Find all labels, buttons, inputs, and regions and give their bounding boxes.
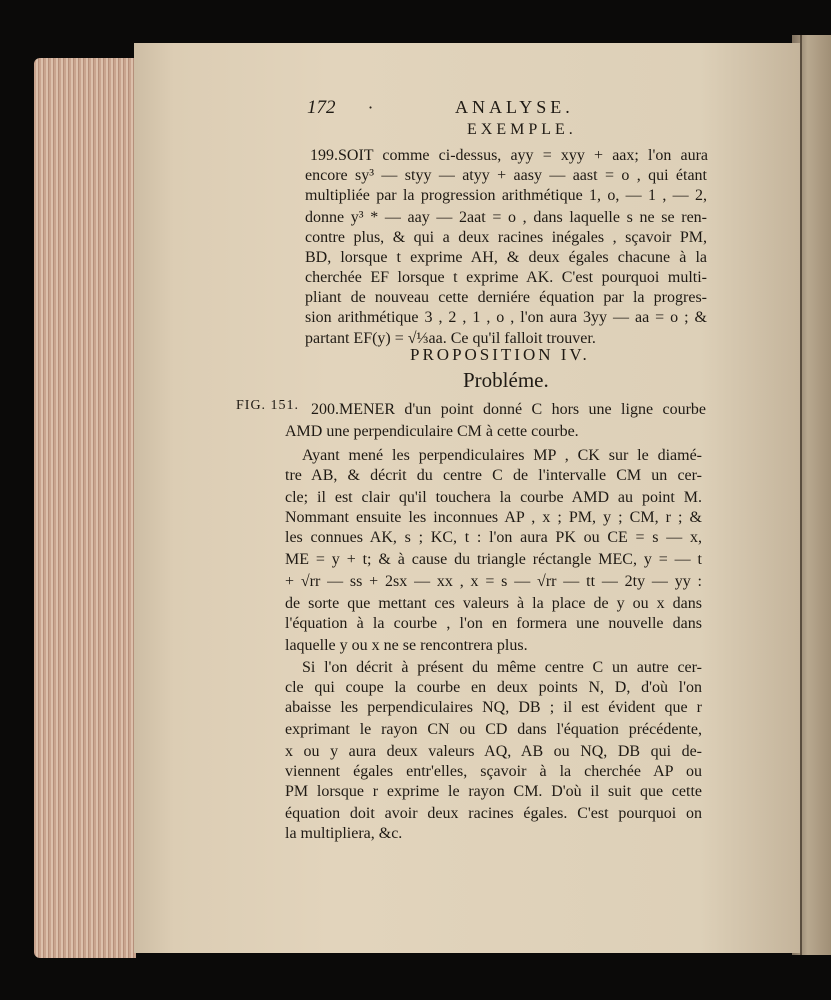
section-200-line: PM lorsque r exprime le rayon CM. D'où il suit que cette (285, 783, 702, 800)
section-199-line: sion arithmétique 3 , 2 , 1 , o , l'on aura 3yy — aa = o ; & (305, 309, 707, 326)
bleed-through-mark: · (368, 98, 374, 117)
page-edges-stack (34, 58, 136, 958)
running-head: ANALYSE. (455, 97, 574, 117)
section-200-line: l'équation à la courbe , l'on en formera une nouvelle dans (285, 615, 702, 632)
section-199-line: donne y³ * — aay — 2aat = o , dans laquelle s ne se ren- (305, 209, 707, 226)
section-200-line: de sorte que mettant ces valeurs à la place de y ou x dans (285, 595, 702, 612)
section-200-line: abaisse les perpendiculaires NQ, DB ; il est évident que r (285, 699, 702, 716)
section-200-line: ME = y + t; & à cause du triangle réctangle MEC, y = — t (285, 551, 702, 568)
section-200-line: les connues AK, s ; KC, t : l'on aura PK ou CE = s — x, (285, 529, 702, 546)
section-200-line: Ayant mené les perpendiculaires MP , CK sur le diamé- (302, 447, 702, 464)
section-200-line: + √rr — ss + 2sx — xx , x = s — √rr — tt — 2ty — yy : (285, 573, 702, 590)
section-199-line: cherchée EF lorsque t exprime AK. C'est pourquoi multi- (305, 269, 707, 286)
section-200-line: viennent égales entr'elles, sçavoir à la cherchée AP ou (285, 763, 702, 780)
section-199-line: BD, lorsque t exprime AH, & deux égales chacune à la (305, 249, 707, 266)
problem-heading: Probléme. (463, 368, 549, 392)
section-199-line: encore sy³ — styy — atyy + aasy — aast = o , qui étant (305, 167, 707, 184)
proposition-heading: PROPOSITION IV. (410, 345, 590, 364)
section-199-line: 199.SOIT comme ci-dessus, ayy = xyy + aax; l'on aura (310, 147, 708, 164)
example-heading: EXEMPLE. (467, 121, 577, 138)
section-200-line: 200.MENER d'un point donné C hors une ligne courbe (311, 401, 706, 418)
section-200-line: tre AB, & décrit du centre C de l'intervalle CM un cer- (285, 467, 702, 484)
figure-reference: FIG. 151. (236, 398, 300, 413)
section-200-line: exprimant le rayon CN ou CD dans l'équation précédente, (285, 721, 702, 738)
section-200-line: cle; il est clair qu'il touchera la courbe AMD au point M. (285, 489, 702, 506)
section-199-line: contre plus, & qui a deux racines inégales , sçavoir PM, (305, 229, 707, 246)
section-199-line: multipliée par la progression arithmétique 1, o, — 1 , — 2, (305, 187, 707, 204)
section-200-line: x ou y aura deux valeurs AQ, AB ou NQ, DB qui de- (285, 743, 702, 760)
section-200-line: équation doit avoir deux racines égales. C'est pourquoi on (285, 805, 702, 822)
section-200-line: Si l'on décrit à présent du même centre C un autre cer- (302, 659, 702, 676)
section-200-line: cle qui coupe la courbe en deux points N, D, d'où l'on (285, 679, 702, 696)
page-number: 172 (307, 97, 336, 118)
section-200-line: Nommant ensuite les inconnues AP , x ; PM, y ; CM, r ; & (285, 509, 702, 526)
section-199-line: pliant de nouveau cette derniére équation par la progres- (305, 289, 707, 306)
